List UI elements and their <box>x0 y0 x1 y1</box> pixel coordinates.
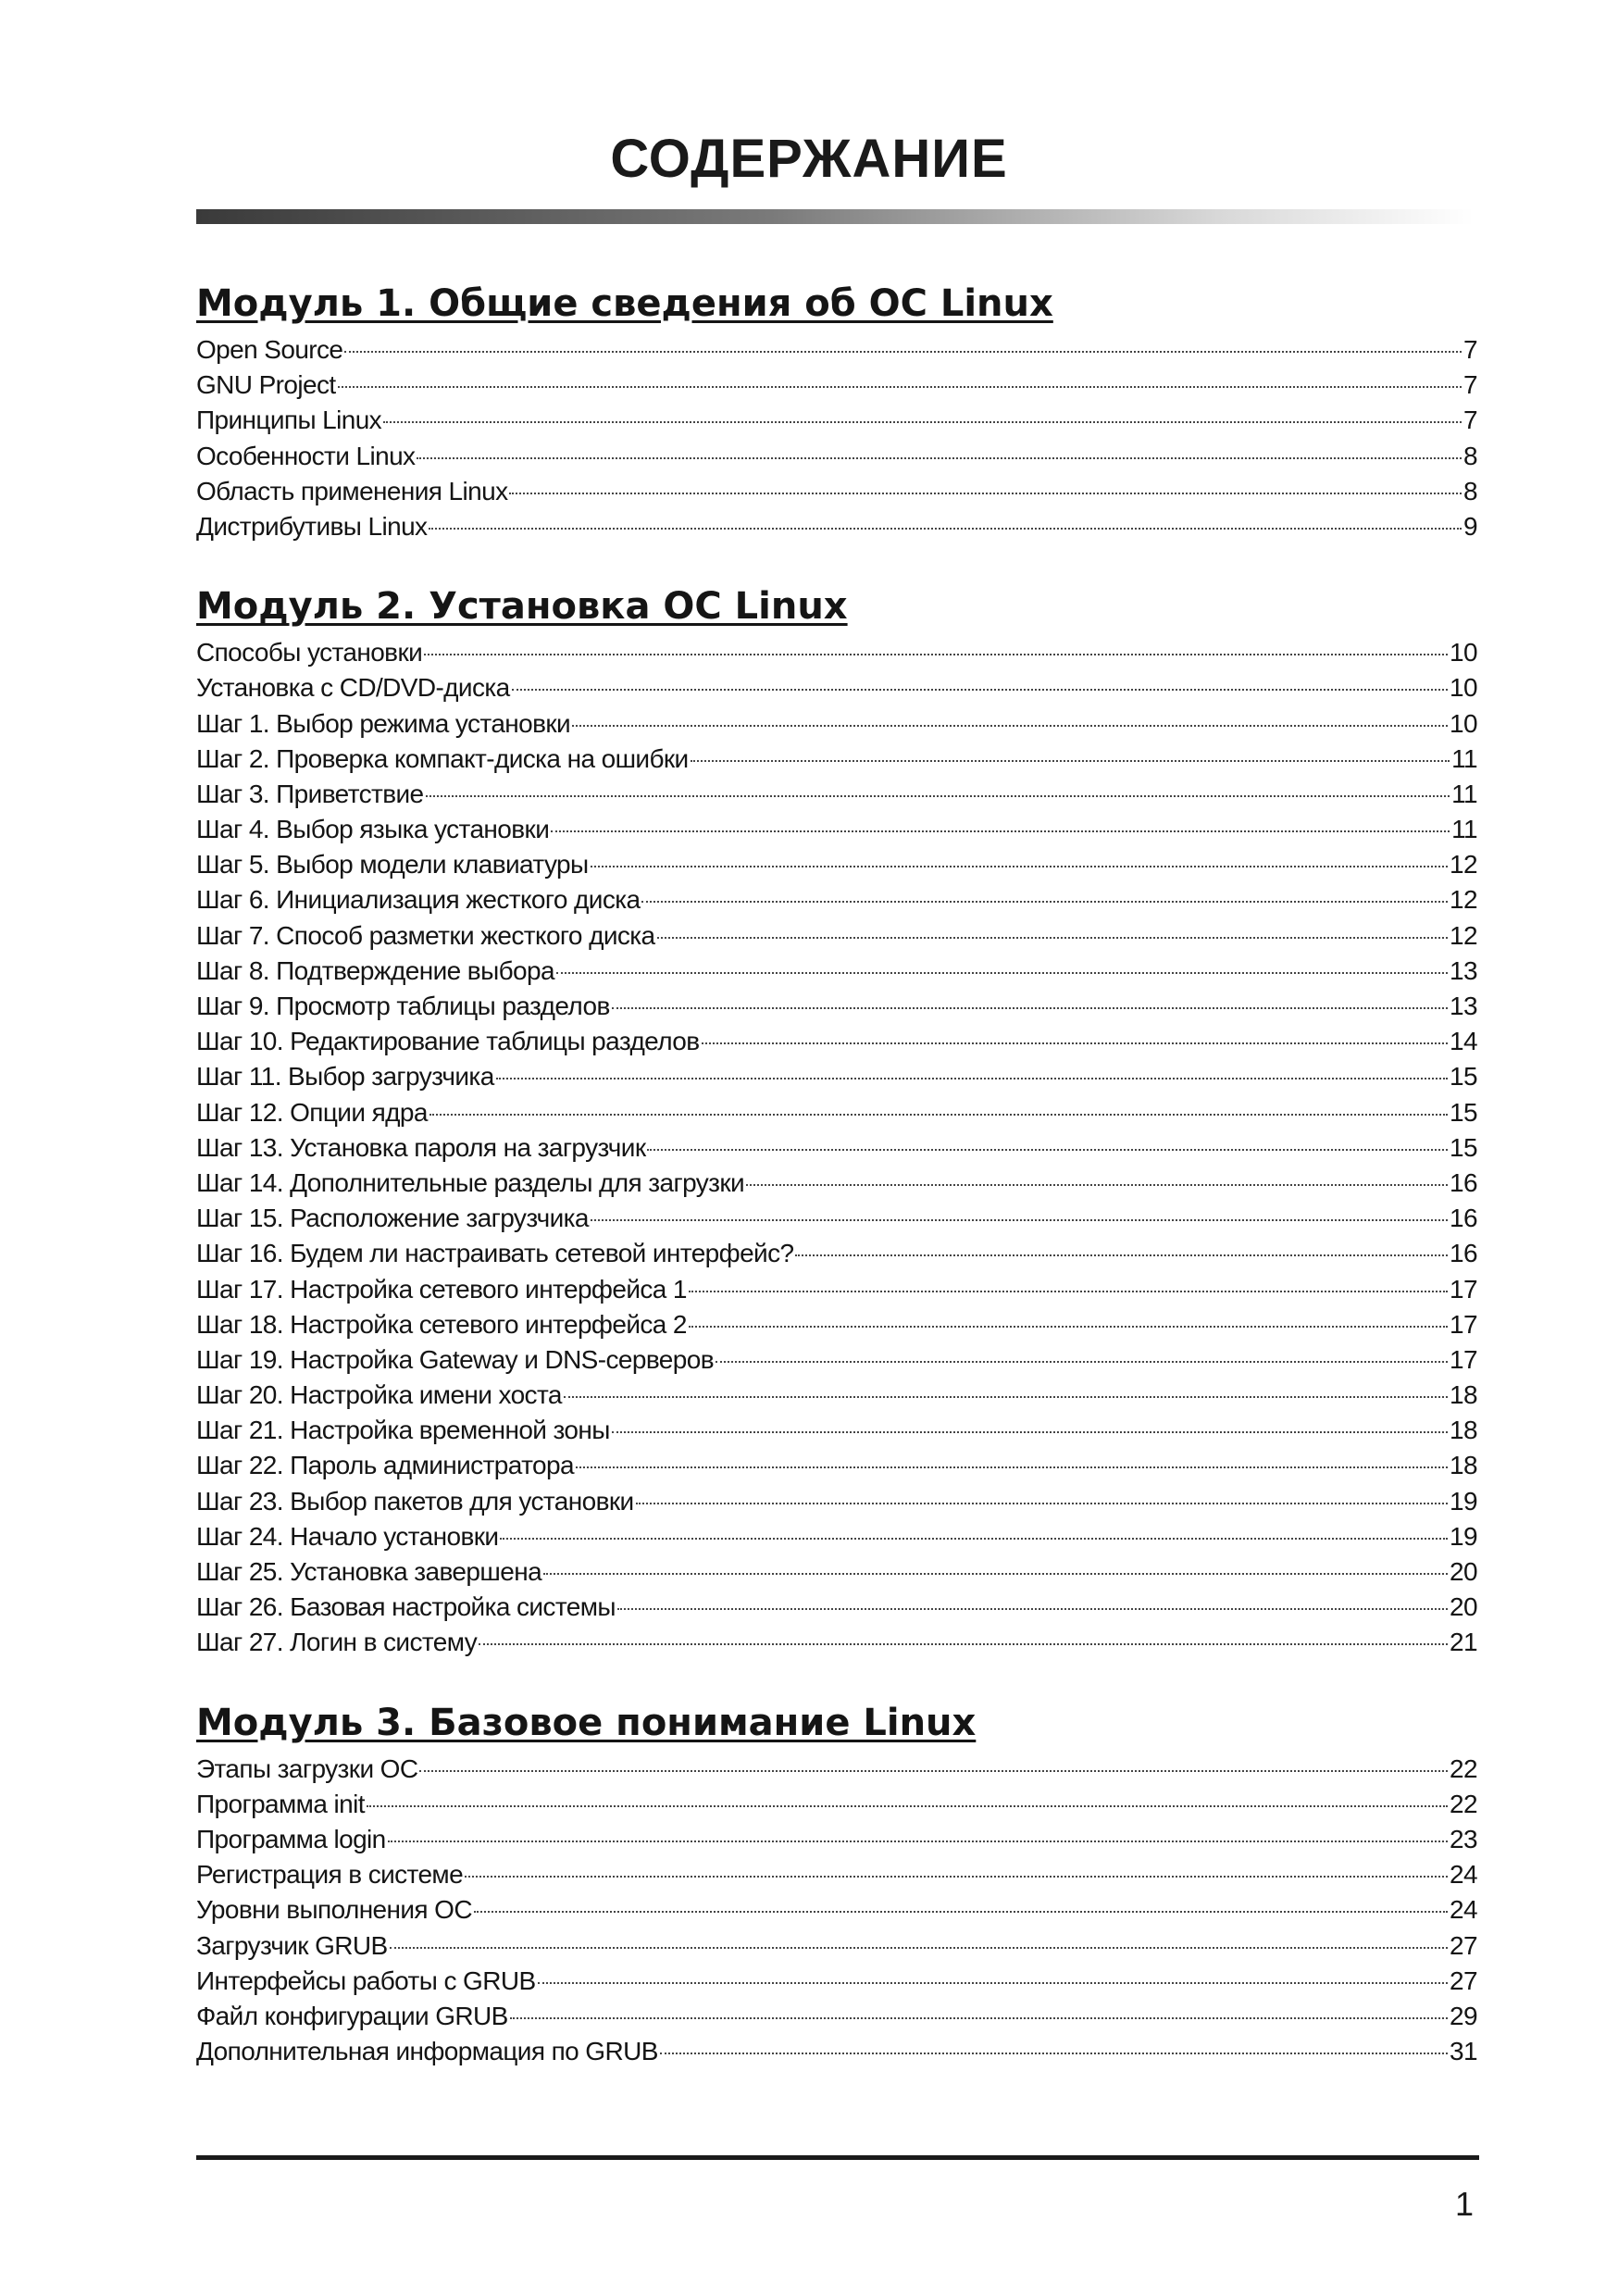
toc-entry <box>196 744 1477 780</box>
toc-entry-page: 18 <box>1450 1380 1477 1410</box>
toc-entry <box>196 477 1477 512</box>
toc-entry-label: Шаг 14. Дополнительные разделы для загрузки <box>196 1167 745 1197</box>
toc-entry-list <box>196 335 1477 547</box>
toc-module-3 <box>196 1697 1477 2073</box>
toc-entry-label: Open Source <box>196 335 343 364</box>
toc-entry-page: 10 <box>1450 673 1477 703</box>
toc-entry <box>196 673 1477 708</box>
toc-entry-page: 19 <box>1450 1486 1477 1516</box>
toc-entry-label: Программа init <box>196 1789 365 1818</box>
toc-entry <box>196 1416 1477 1451</box>
toc-entry <box>196 1966 1477 2002</box>
dot-leader <box>612 1431 1448 1433</box>
toc-entry-page: 24 <box>1450 1895 1477 1925</box>
dot-leader <box>367 1805 1448 1807</box>
toc-entry-label: Шаг 1. Выбор режима установки <box>196 708 571 738</box>
dot-leader <box>689 1291 1448 1292</box>
toc-entry-label: Загрузчик GRUB <box>196 1930 388 1960</box>
toc-entry <box>196 638 1477 673</box>
dot-leader <box>509 493 1462 494</box>
toc-entry-label: Интерфейсы работы с GRUB <box>196 1965 536 1995</box>
toc-entry <box>196 1133 1477 1168</box>
footer-divider <box>196 2155 1479 2160</box>
dot-leader <box>657 937 1449 939</box>
toc-entry-label: Шаг 15. Расположение загрузчика <box>196 1204 589 1233</box>
dot-leader <box>429 1114 1448 1116</box>
toc-entry-label: Шаг 16. Будем ли настраивать сетевой интерфейс? <box>196 1239 794 1268</box>
toc-entry-label: Шаг 11. Выбор загрузчика <box>196 1062 494 1092</box>
dot-leader <box>551 830 1450 832</box>
toc-entry <box>196 1204 1477 1239</box>
dot-leader <box>647 1149 1448 1151</box>
toc-entry-label: Шаг 5. Выбор модели клавиатуры <box>196 850 589 880</box>
toc-entry-label: Шаг 18. Настройка сетевого интерфейса 2 <box>196 1309 687 1339</box>
toc-entry-label: Шаг 3. Приветствие <box>196 779 424 808</box>
toc-entry <box>196 1310 1477 1345</box>
toc-entry-page: 18 <box>1450 1416 1477 1445</box>
toc-entry-label: Файл конфигурации GRUB <box>196 2001 508 2030</box>
dot-leader <box>746 1184 1448 1186</box>
toc-entry-page: 20 <box>1450 1557 1477 1586</box>
module-heading: Модуль 2. Установка ОС Linux <box>196 585 848 629</box>
dot-leader <box>417 457 1462 459</box>
toc-entry-label: Шаг 25. Установка завершена <box>196 1557 542 1586</box>
toc-entry-label: Регистрация в системе <box>196 1860 464 1890</box>
toc-entry-label: GNU Project <box>196 370 336 400</box>
toc-entry-page: 11 <box>1451 815 1477 844</box>
toc-entry-label: Шаг 10. Редактирование таблицы разделов <box>196 1027 700 1056</box>
toc-entry-label: Область применения Linux <box>196 476 508 505</box>
toc-entry-label: Шаг 21. Настройка временной зоны <box>196 1416 610 1445</box>
toc-entry <box>196 2037 1477 2072</box>
toc-entry-label: Принципы Linux <box>196 406 382 435</box>
toc-entry-label: Уровни выполнения ОС <box>196 1895 472 1925</box>
toc-entry <box>196 1557 1477 1592</box>
toc-entry-label: Шаг 7. Способ разметки жесткого диска <box>196 920 655 950</box>
toc-entry <box>196 2002 1477 2037</box>
toc-entry <box>196 1062 1477 1097</box>
dot-leader <box>660 2053 1448 2054</box>
title-divider <box>196 209 1474 224</box>
dot-leader <box>636 1503 1448 1504</box>
toc-entry-label: Установка с CD/DVD-диска <box>196 673 510 703</box>
dot-leader <box>479 1643 1448 1645</box>
toc-entry-page: 11 <box>1451 743 1477 773</box>
toc-entry <box>196 956 1477 992</box>
toc-entry <box>196 1522 1477 1557</box>
toc-entry-list <box>196 638 1477 1663</box>
page-number: 1 <box>1454 2185 1474 2223</box>
toc-entry <box>196 1239 1477 1274</box>
toc-entry-page: 17 <box>1450 1344 1477 1374</box>
toc-entry-label: Шаг 26. Базовая настройка системы <box>196 1592 616 1622</box>
toc-entry-label: Шаг 8. Подтверждение выбора <box>196 955 554 985</box>
toc-entry-label: Шаг 2. Проверка компакт-диска на ошибки <box>196 743 689 773</box>
toc-entry-page: 20 <box>1450 1592 1477 1622</box>
toc-entry <box>196 1098 1477 1133</box>
toc-entry-label: Шаг 27. Логин в систему <box>196 1628 478 1657</box>
toc-entry-page: 7 <box>1463 406 1477 435</box>
toc-entry <box>196 1860 1477 1895</box>
toc-entry-page: 16 <box>1450 1204 1477 1233</box>
toc-entry-page: 10 <box>1450 708 1477 738</box>
dot-leader <box>496 1078 1448 1079</box>
dot-leader <box>572 725 1448 727</box>
toc-entry-label: Этапы загрузки ОС <box>196 1753 418 1783</box>
toc-entry-page: 27 <box>1450 1930 1477 1960</box>
toc-entry-label: Дистрибутивы Linux <box>196 511 428 541</box>
toc-entry <box>196 1345 1477 1380</box>
toc-entry-label: Шаг 20. Настройка имени хоста <box>196 1380 562 1410</box>
dot-leader <box>465 1876 1448 1878</box>
toc-entry-label: Шаг 24. Начало установки <box>196 1521 499 1551</box>
dot-leader <box>390 1947 1448 1949</box>
toc-entry-page: 12 <box>1450 920 1477 950</box>
toc-entry <box>196 992 1477 1027</box>
toc-entry-label: Шаг 4. Выбор языка установки <box>196 815 550 844</box>
toc-entry <box>196 815 1477 850</box>
toc-module-2 <box>196 580 1477 1663</box>
dot-leader <box>429 528 1462 530</box>
toc-entry <box>196 1451 1477 1486</box>
toc-entry <box>196 1027 1477 1062</box>
toc-entry-page: 10 <box>1450 638 1477 668</box>
toc-entry-page: 23 <box>1450 1824 1477 1853</box>
toc-entry <box>196 1628 1477 1663</box>
dot-leader <box>702 1042 1449 1044</box>
toc-entry-page: 24 <box>1450 1860 1477 1890</box>
dot-leader <box>716 1361 1448 1363</box>
toc-entry-label: Дополнительная информация по GRUB <box>196 2037 658 2066</box>
dot-leader <box>512 689 1448 691</box>
dot-leader <box>500 1538 1448 1540</box>
toc-entry-label: Шаг 22. Пароль администратора <box>196 1451 574 1480</box>
table-of-contents <box>196 278 1477 2072</box>
toc-entry-label: Шаг 6. Инициализация жесткого диска <box>196 885 641 915</box>
toc-entry-label: Шаг 12. Опции ядра <box>196 1097 428 1127</box>
toc-entry-label: Шаг 9. Просмотр таблицы разделов <box>196 992 610 1020</box>
dot-leader <box>591 866 1449 867</box>
dot-leader <box>538 1982 1449 1984</box>
dot-leader <box>419 1770 1448 1772</box>
dot-leader <box>344 351 1462 353</box>
toc-entry <box>196 709 1477 744</box>
toc-entry <box>196 406 1477 441</box>
toc-entry-label: Способы установки <box>196 638 423 668</box>
module-heading: Модуль 1. Общие сведения об ОС Linux <box>196 282 1053 325</box>
dot-leader <box>689 1326 1448 1328</box>
dot-leader <box>388 1841 1448 1842</box>
toc-entry-page: 19 <box>1450 1521 1477 1551</box>
toc-entry <box>196 1790 1477 1825</box>
toc-entry-page: 8 <box>1463 441 1477 470</box>
toc-entry <box>196 1754 1477 1790</box>
toc-entry <box>196 1825 1477 1860</box>
toc-entry <box>196 1275 1477 1310</box>
toc-entry-page: 11 <box>1451 779 1477 808</box>
toc-entry-page: 9 <box>1463 511 1477 541</box>
toc-entry-page: 12 <box>1450 885 1477 915</box>
dot-leader <box>564 1396 1448 1398</box>
toc-entry-page: 12 <box>1450 850 1477 880</box>
toc-entry-page: 8 <box>1463 476 1477 505</box>
dot-leader <box>591 1219 1448 1221</box>
toc-entry-page: 22 <box>1450 1789 1477 1818</box>
toc-entry-page: 15 <box>1450 1132 1477 1162</box>
toc-entry-page: 13 <box>1450 955 1477 985</box>
dot-leader <box>795 1254 1448 1256</box>
toc-entry-page: 7 <box>1463 335 1477 364</box>
page-title: СОДЕРЖАНИЕ <box>610 129 1008 189</box>
toc-entry <box>196 1380 1477 1416</box>
toc-entry-page: 15 <box>1450 1062 1477 1092</box>
dot-leader <box>641 901 1448 903</box>
toc-entry <box>196 335 1477 370</box>
toc-entry-page: 27 <box>1450 1965 1477 1995</box>
toc-entry-page: 14 <box>1450 1027 1477 1056</box>
dot-leader <box>691 760 1450 762</box>
toc-entry-page: 22 <box>1450 1753 1477 1783</box>
toc-entry-page: 7 <box>1463 370 1477 400</box>
toc-entry <box>196 921 1477 956</box>
dot-leader <box>617 1608 1448 1610</box>
toc-entry-label: Шаг 23. Выбор пакетов для установки <box>196 1486 634 1516</box>
toc-entry <box>196 850 1477 885</box>
toc-entry-label: Шаг 17. Настройка сетевого интерфейса 1 <box>196 1274 687 1304</box>
toc-entry-page: 16 <box>1450 1167 1477 1197</box>
toc-entry-page: 31 <box>1450 2037 1477 2066</box>
toc-entry-page: 29 <box>1450 2001 1477 2030</box>
toc-entry <box>196 1487 1477 1522</box>
toc-entry <box>196 370 1477 406</box>
toc-entry <box>196 442 1477 477</box>
toc-entry-page: 17 <box>1450 1274 1477 1304</box>
dot-leader <box>338 386 1462 388</box>
module-heading: Модуль 3. Базовое понимание Linux <box>196 1701 977 1744</box>
toc-entry-page: 13 <box>1450 992 1477 1020</box>
toc-entry-label: Шаг 19. Настройка Gateway и DNS-серверов <box>196 1344 714 1374</box>
dot-leader <box>424 654 1448 655</box>
dot-leader <box>612 1007 1448 1009</box>
toc-entry-page: 21 <box>1450 1628 1477 1657</box>
toc-entry <box>196 885 1477 920</box>
dot-leader <box>543 1573 1448 1575</box>
toc-entry-page: 16 <box>1450 1239 1477 1268</box>
toc-module-1 <box>196 278 1477 547</box>
toc-entry-page: 17 <box>1450 1309 1477 1339</box>
toc-entry <box>196 1895 1477 1930</box>
dot-leader <box>556 972 1448 974</box>
toc-entry-label: Шаг 13. Установка пароля на загрузчик <box>196 1132 646 1162</box>
toc-entry-page: 18 <box>1450 1451 1477 1480</box>
toc-entry <box>196 1592 1477 1628</box>
dot-leader <box>383 421 1462 423</box>
dot-leader <box>576 1466 1448 1468</box>
toc-entry <box>196 780 1477 815</box>
toc-entry-list <box>196 1754 1477 2073</box>
toc-entry-page: 15 <box>1450 1097 1477 1127</box>
toc-entry <box>196 1168 1477 1204</box>
toc-entry-label: Особенности Linux <box>196 441 416 470</box>
toc-entry-label: Программа login <box>196 1824 386 1853</box>
dot-leader <box>510 2017 1448 2019</box>
toc-entry <box>196 1931 1477 1966</box>
dot-leader <box>474 1911 1448 1913</box>
toc-entry <box>196 512 1477 547</box>
dot-leader <box>426 795 1450 797</box>
